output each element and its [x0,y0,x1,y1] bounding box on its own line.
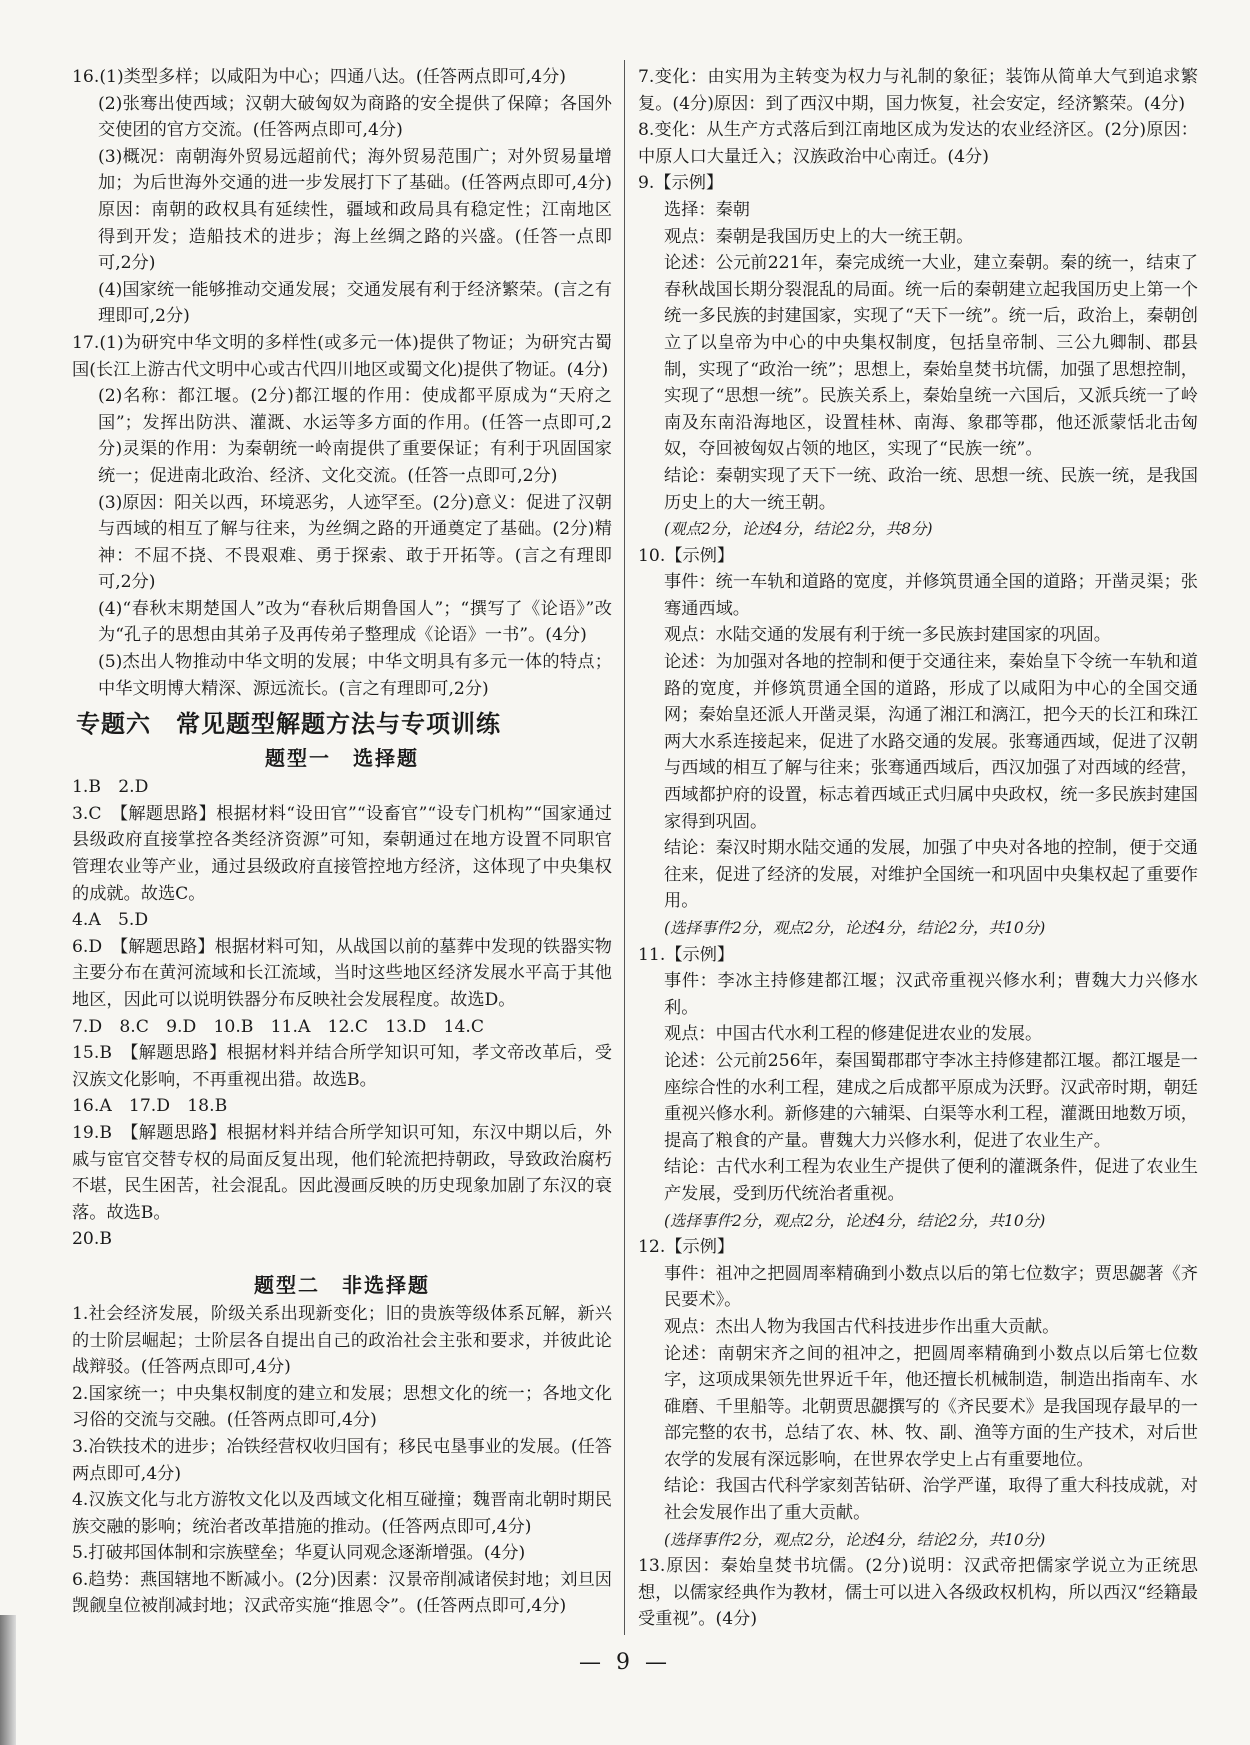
q9-conclude: 结论：秦朝实现了天下一统、政治一统、思想一统、民族一统，是我国历史上的大一统王朝。 [664,465,1198,513]
choice-answer: 4.A 5.D [72,910,149,931]
q17-part2: (2)名称：都江堰。(2分)都江堰的作用：使成都平原成为“天府之国”；发挥出防洪、灌溉、水运等多方面的作用。(任答一点即可,2分)灵渠的作用：为秦朝统一岭南提供了重要保证；有利于巩固国家统一；促进南北政治、经济、文化交流。(任答一点即可,2分) [98,386,612,486]
q16-part1: 16.(1)类型多样；以咸阳为中心；四通八达。(任答两点即可,4分) [72,67,566,87]
q9-score: (观点2分，论述4分，结论2分，共8分) [664,520,933,539]
q12-head: 12.【示例】 [638,1237,735,1258]
q10-score: (选择事件2分，观点2分，论述4分，结论2分，共10分) [664,919,1046,937]
column-divider [624,60,625,1635]
choice-answer: 15.B 【解题思路】根据材料并结合所学知识可知，孝文帝改革后，受汉族文化影响，不再重视出猎。故选B。 [72,1043,612,1090]
nonchoice-answer: 4.汉族文化与北方游牧文化以及西域文化相互碰撞；魏晋南北朝时期民族交融的影响；统治者改革措施的推动。(任答两点即可,4分) [72,1490,612,1537]
q11-event: 事件：李冰主持修建都江堰；汉武帝重视兴修水利；曹魏大力兴修水利。 [664,971,1198,1018]
q17-part4: (4)“春秋末期楚国人”改为“春秋后期鲁国人”；“撰写了《论语》”改为“孔子的思想由其弟子及再传弟子整理成《论语》一书”。(4分) [98,598,612,646]
q12-view: 观点：杰出人物为我国古代科技进步作出重大贡献。 [664,1316,1060,1337]
page-number: — 9 — [579,1650,671,1675]
nonchoice-answer: 6.趋势：燕国辖地不断减小。(2分)因素：汉景帝削减诸侯封地；刘旦因觊觎皇位被削减封地；汉武帝实施“推恩令”。(任答两点即可,4分) [72,1569,612,1617]
section-title: 专题六 常见题型解题方法与专项训练 [76,710,501,739]
q12-argue: 论述：南朝宋齐之间的祖冲之，把圆周率精确到小数点以后第七位数字，这项成果领先世界近千年，他还擅长机械制造，制造出指南车、水碓磨、千里船等。北朝贾思勰撰写的《齐民要术》是我国现存最早的一部完整的农书，总结了农、林、牧、副、渔等方面的生产技术，对后世农学的发展有深远影响，在世界农学史上占有重要地位。 [664,1343,1198,1470]
choice-answer: 1.B 2.D [72,777,149,798]
choice-answer: 20.B [72,1229,112,1250]
q10-conclude: 结论：秦汉时期水陆交通的发展，加强了中央对各地的控制，便于交通往来，促进了经济的发展，对维护全国统一和巩固中央集权起了重要作用。 [664,838,1198,912]
q12-score: (选择事件2分，观点2分，论述4分，结论2分，共10分) [664,1530,1046,1549]
q9-choose: 选择：秦朝 [664,199,750,220]
q10-head: 10.【示例】 [638,545,735,566]
q7-answer: 7.变化：由实用为主转变为权力与礼制的象征；装饰从简单大气到追求繁复。(4分)原因：到了西汉中期，国力恢复，社会安定，经济繁荣。(4分) [638,67,1198,114]
q11-argue: 论述：公元前256年，秦国蜀郡郡守李冰主持修建都江堰。都江堰是一座综合性的水利工程，建成之后成都平原成为沃野。汉武帝时期，朝廷重视兴修水利。新修建的六辅渠、白渠等水利工程，灌溉田地数万顷，提高了粮食的产量。曹魏大力兴修水利，促进了农业生产。 [664,1050,1198,1151]
q11-head: 11.【示例】 [638,944,735,965]
q11-conclude: 结论：古代水利工程为农业生产提供了便利的灌溉条件，促进了农业生产发展，受到历代统治者重视。 [664,1157,1198,1204]
q8-answer: 8.变化：从生产方式落后到江南地区成为发达的农业经济区。(2分)原因：中原人口大量迁入；汉族政治中心南迁。(4分) [638,120,1198,167]
q12-conclude: 结论：我国古代科学家刻苦钻研、治学严谨，取得了重大科技成就，对社会发展作出了重大贡献。 [664,1476,1198,1524]
choice-answer: 16.A 17.D 18.B [72,1096,228,1117]
q10-argue: 论述：为加强对各地的控制和便于交通往来，秦始皇下令统一车轨和道路的宽度，并修筑贯通全国的道路，形成了以咸阳为中心的全国交通网；秦始皇还派人开凿灵渠，沟通了湘江和漓江，把今天的长江和珠江两大水系连接起来，促进了水路交通的发展。张骞通西域，促进了汉朝与西域的相互了解与往来；张骞通西域后，西汉加强了对西域的经营，西域都护府的设置，标志着西域正式归属中央政权，统一多民族封建国家得到巩固。 [664,652,1198,832]
book-spine-shadow [0,1615,16,1745]
q10-event: 事件：统一车轨和道路的宽度，并修筑贯通全国的道路；开凿灵渠；张骞通西域。 [664,572,1198,619]
q16-part4: (4)国家统一能够推动交通发展；交通发展有利于经济繁荣。(言之有理即可,2分) [98,279,612,327]
type2-title: 题型二 非选择题 [254,1272,430,1297]
nonchoice-answer: 2.国家统一；中央集权制度的建立和发展；思想文化的统一；各地文化习俗的交流与交融。(任答两点即可,4分) [72,1383,612,1431]
nonchoice-answer: 3.冶铁技术的进步；冶铁经营权收归国有；移民屯垦事业的发展。(任答两点即可,4分) [72,1436,612,1484]
right-column [638,64,1198,1633]
choice-answer: 7.D 8.C 9.D 10.B 11.A 12.C 13.D 14.C [72,1016,485,1037]
q12-event: 事件：祖冲之把圆周率精确到小数点以后的第七位数字；贾思勰著《齐民要术》。 [664,1263,1198,1311]
q16-part3: (3)概况：南朝海外贸易远超前代；海外贸易范围广；对外贸易量增加；为后世海外交通的进一步发展打下了基础。(任答两点即可,4分)原因：南朝的政权具有延续性，疆域和政局具有稳定性；江南地区得到开发；造船技术的进步；海上丝绸之路的兴盛。(任答一点即可,2分) [98,146,612,274]
left-column [72,64,612,1620]
q17-part3: (3)原因：阳关以西，环境恶劣，人迹罕至。(2分)意义：促进了汉朝与西域的相互了解与往来，为丝绸之路的开通奠定了基础。(2分)精神：不屈不挠、不畏艰难、勇于探索、敢于开拓等。(言之有理即可,2分) [98,492,612,593]
q9-argue: 论述：公元前221年，秦完成统一大业，建立秦朝。秦的统一，结束了春秋战国长期分裂混乱的局面。统一后的秦朝建立起我国历史上第一个统一多民族的封建国家，实现了“天下一统”。统一后，政治上，秦朝创立了以皇帝为中心的中央集权制度，包括皇帝制、三公九卿制、郡县制，实现了“政治一统”；思想上，秦始皇焚书坑儒，加强了思想控制，实现了“思想一统”。民族关系上，秦始皇统一六国后，又派兵统一了岭南及东南沿海地区，设置桂林、南海、象郡等郡，他还派蒙恬北击匈奴，夺回被匈奴占领的地区，实现了“民族一统”。 [664,253,1198,460]
q16-part2: (2)张骞出使西域；汉朝大破匈奴为商路的安全提供了保障；各国外交使团的官方交流。(任答两点即可,4分) [98,93,612,141]
q13-answer: 13.原因：秦始皇焚书坑儒。(2分)说明：汉武帝把儒家学说立为正统思想，以儒家经典作为教材，儒士可以进入各级政权机构，所以西汉“经籍最受重视”。(4分) [638,1556,1198,1630]
choice-answer: 19.B 【解题思路】根据材料并结合所学知识可知，东汉中期以后，外戚与宦官交替专权的局面反复出现，他们轮流把持朝政，导致政治腐朽不堪，民生困苦，社会混乱。因此漫画反映的历史现象加剧了东汉的衰落。故选B。 [72,1122,612,1223]
q9-head: 9.【示例】 [638,173,724,194]
choice-answer: 3.C 【解题思路】根据材料“设田官”“设畜官”“设专门机构”“国家通过县级政府直接掌控各类经济资源”可知，秦朝通过在地方设置不同职官管理农业等产业，通过县级政府直接管控地方经济，这体现了中央集权的成就。故选C。 [72,803,612,904]
q10-view: 观点：水陆交通的发展有利于统一多民族封建国家的巩固。 [664,625,1111,646]
q17-part1: 17.(1)为研究中华文明的多样性(或多元一体)提供了物证；为研究古蜀国(长江上游古代文明中心或古代四川地区或蜀文化)提供了物证。(4分) [72,332,612,380]
q11-view: 观点：中国古代水利工程的修建促进农业的发展。 [664,1024,1043,1045]
choice-answer: 6.D 【解题思路】根据材料可知，从战国以前的墓葬中发现的铁器实物主要分布在黄河流域和长江流域，当时这些地区经济发展水平高于其他地区，因此可以说明铁器分布反映社会发展程度。故选D。 [72,936,612,1010]
nonchoice-answer: 5.打破邦国体制和宗族壁垒；华夏认同观念逐渐增强。(4分) [72,1543,526,1564]
q11-score: (选择事件2分，观点2分，论述4分，结论2分，共10分) [664,1211,1046,1230]
q9-view: 观点：秦朝是我国历史上的大一统王朝。 [664,226,974,247]
nonchoice-answer: 1.社会经济发展，阶级关系出现新变化；旧的贵族等级体系瓦解，新兴的士阶层崛起；士阶层各自提出自己的政治社会主张和要求，并彼此论战辩驳。(任答两点即可,4分) [72,1303,612,1378]
type1-title: 题型一 选择题 [265,746,419,771]
q17-part5: (5)杰出人物推动中华文明的发展；中华文明具有多元一体的特点；中华文明博大精深、源远流长。(言之有理即可,2分) [98,652,612,699]
